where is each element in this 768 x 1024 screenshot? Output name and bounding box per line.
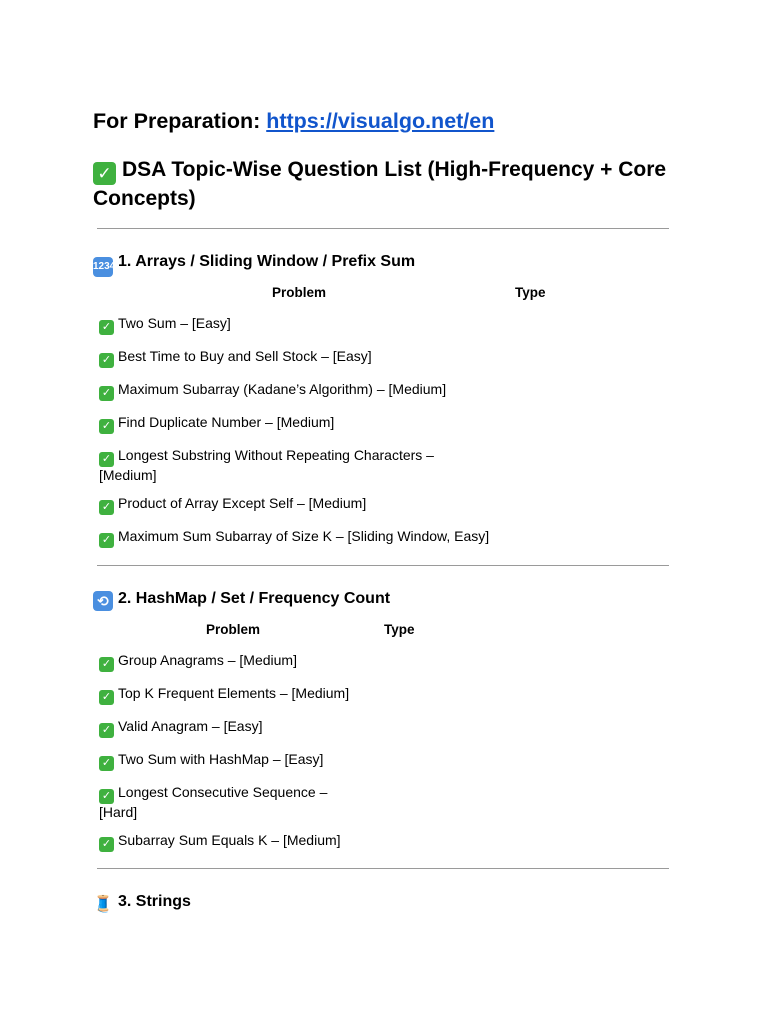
column-header-type: Type <box>384 622 415 637</box>
thread-spool-icon: 🧵 <box>93 896 113 913</box>
counterclockwise-arrows-icon: ⟲ <box>93 591 113 611</box>
page-title <box>93 156 693 212</box>
list-item: ✓ Top K Frequent Elements – [Medium] <box>99 685 349 705</box>
input-numbers-icon: 1234 <box>93 257 113 277</box>
check-mark-icon: ✓ <box>99 353 114 368</box>
preparation-heading <box>93 106 494 136</box>
list-item: ✓ Maximum Sum Subarray of Size K – [Sliding Window, Easy] <box>99 528 489 548</box>
section-heading-text: 1. Arrays / Sliding Window / Prefix Sum <box>118 253 416 270</box>
check-mark-icon: ✓ <box>99 452 114 467</box>
check-mark-icon: ✓ <box>99 723 114 738</box>
section-heading-text: 2. HashMap / Set / Frequency Count <box>118 590 391 607</box>
section-heading-arrays <box>93 251 415 277</box>
list-item: ✓ Longest Substring Without Repeating Characters – [Medium] <box>99 447 434 483</box>
list-item: ✓ Product of Array Except Self – [Medium] <box>99 495 366 515</box>
list-item: ✓ Group Anagrams – [Medium] <box>99 652 297 672</box>
section-heading-hashmap <box>93 588 390 611</box>
divider <box>97 228 669 229</box>
divider <box>97 868 669 869</box>
list-item: ✓ Longest Consecutive Sequence – [Hard] <box>99 784 328 820</box>
list-item: ✓ Two Sum with HashMap – [Easy] <box>99 751 323 771</box>
list-item: ✓ Subarray Sum Equals K – [Medium] <box>99 832 341 852</box>
divider <box>97 565 669 566</box>
check-mark-icon: ✓ <box>99 789 114 804</box>
section-heading-strings <box>93 891 191 915</box>
check-mark-icon: ✓ <box>99 756 114 771</box>
section-heading-text: 3. Strings <box>118 893 191 910</box>
check-mark-icon: ✓ <box>99 837 114 852</box>
preparation-label: For Preparation: <box>93 109 267 133</box>
list-item: ✓ Find Duplicate Number – [Medium] <box>99 414 334 434</box>
check-mark-icon: ✓ <box>99 500 114 515</box>
check-mark-icon: ✓ <box>99 386 114 401</box>
list-item: ✓ Maximum Subarray (Kadane’s Algorithm) – [Medium] <box>99 381 446 401</box>
list-item: ✓ Best Time to Buy and Sell Stock – [Easy] <box>99 348 372 368</box>
check-mark-icon: ✓ <box>99 690 114 705</box>
column-header-type: Type <box>515 285 546 300</box>
page-title-text: DSA Topic-Wise Question List (High-Frequency + Core Concepts) <box>93 158 667 210</box>
list-item: ✓ Valid Anagram – [Easy] <box>99 718 262 738</box>
check-mark-icon: ✓ <box>93 162 116 185</box>
check-mark-icon: ✓ <box>99 657 114 672</box>
check-mark-icon: ✓ <box>99 320 114 335</box>
list-item: ✓ Two Sum – [Easy] <box>99 315 231 335</box>
column-header-problem: Problem <box>272 285 327 300</box>
visualgo-link[interactable]: https://visualgo.net/en <box>266 109 495 133</box>
check-mark-icon: ✓ <box>99 419 114 434</box>
check-mark-icon: ✓ <box>99 533 114 548</box>
column-header-problem: Problem <box>206 622 261 637</box>
